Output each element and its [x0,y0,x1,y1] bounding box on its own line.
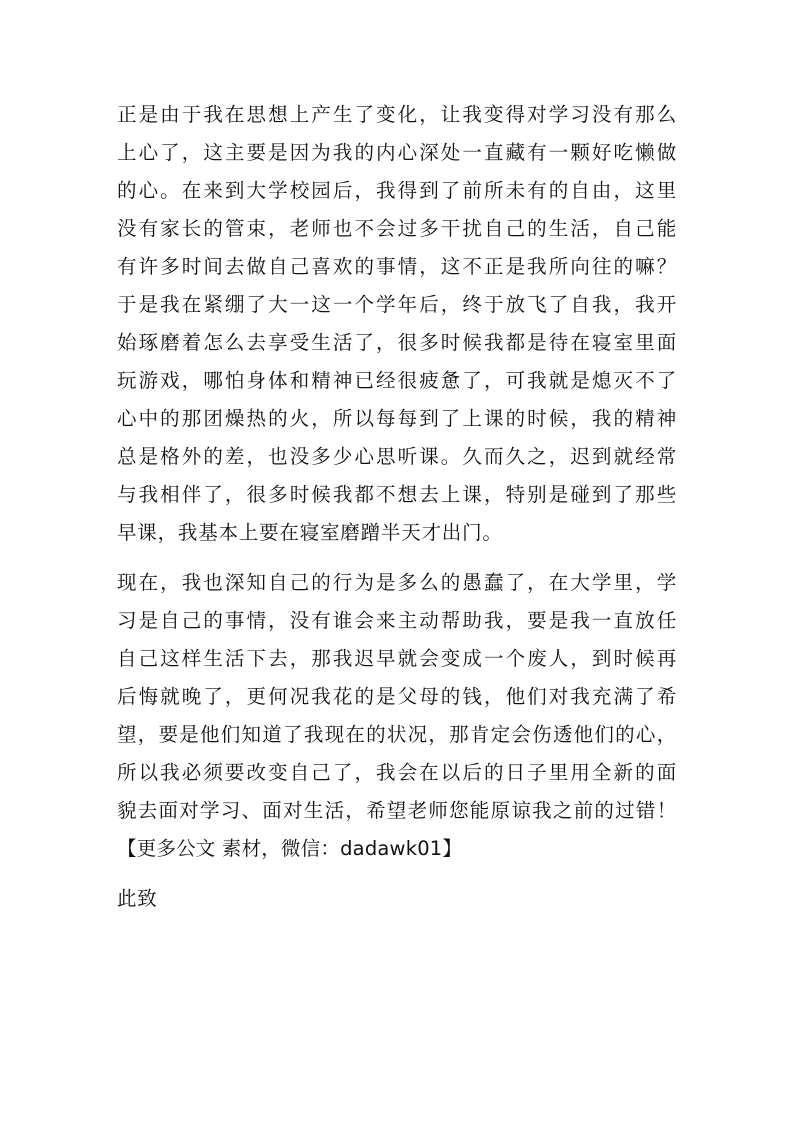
text-line: 总是格外的差，也没多少心思听课。久而久之，迟到就经常 [117,445,677,468]
closing-paragraph [117,880,677,918]
paragraph-spacer [117,552,677,564]
text-line: 于是我在紧绷了大一这一个学年后，终于放飞了自我，我开 [117,293,677,316]
text-line: 没有家长的管束，老师也不会过多干扰自己的生活，自己能 [117,217,677,240]
paragraph-spacer [117,868,677,880]
promo-tag-line: 【更多公文 素材，微信：dadawk01】 [117,837,463,860]
text-line: 自己这样生活下去，那我迟早就会变成一个废人，到时候再 [117,647,677,670]
text-line: 正是由于我在思想上产生了变化，让我变得对学习没有那么 [117,103,677,126]
text-line: 后悔就晚了，更何况我花的是父母的钱，他们对我充满了希 [117,685,677,708]
text-line: 始琢磨着怎么去享受生活了，很多时候我都是待在寝室里面 [117,331,677,354]
paragraph-2 [117,564,677,868]
text-line: 的心。在来到大学校园后，我得到了前所未有的自由，这里 [117,179,677,202]
text-line: 所以我必须要改变自己了，我会在以后的日子里用全新的面 [117,761,677,784]
text-line: 现在，我也深知自己的行为是多么的愚蠢了，在大学里，学 [117,571,677,594]
text-line: 貌去面对学习、面对生活，希望老师您能原谅我之前的过错！ [117,799,677,822]
closing-salutation: 此致 [117,887,158,910]
text-line: 与我相伴了，很多时候我都不想去上课，特别是碰到了那些 [117,483,677,506]
text-line: 早课，我基本上要在寝室磨蹭半天才出门。 [117,521,503,544]
text-line: 有许多时间去做自己喜欢的事情，这不正是我所向往的嘛？ [117,255,677,278]
text-line: 望，要是他们知道了我现在的状况，那肯定会伤透他们的心， [117,723,677,746]
text-line: 心中的那团燥热的火，所以每每到了上课的时候，我的精神 [117,407,677,430]
paragraph-1 [117,96,677,552]
text-line: 习是自己的事情，没有谁会来主动帮助我，要是我一直放任 [117,609,677,632]
document-page [117,96,677,918]
text-line: 玩游戏，哪怕身体和精神已经很疲惫了，可我就是熄灭不了 [117,369,677,392]
text-line: 上心了，这主要是因为我的内心深处一直藏有一颗好吃懒做 [117,141,677,164]
